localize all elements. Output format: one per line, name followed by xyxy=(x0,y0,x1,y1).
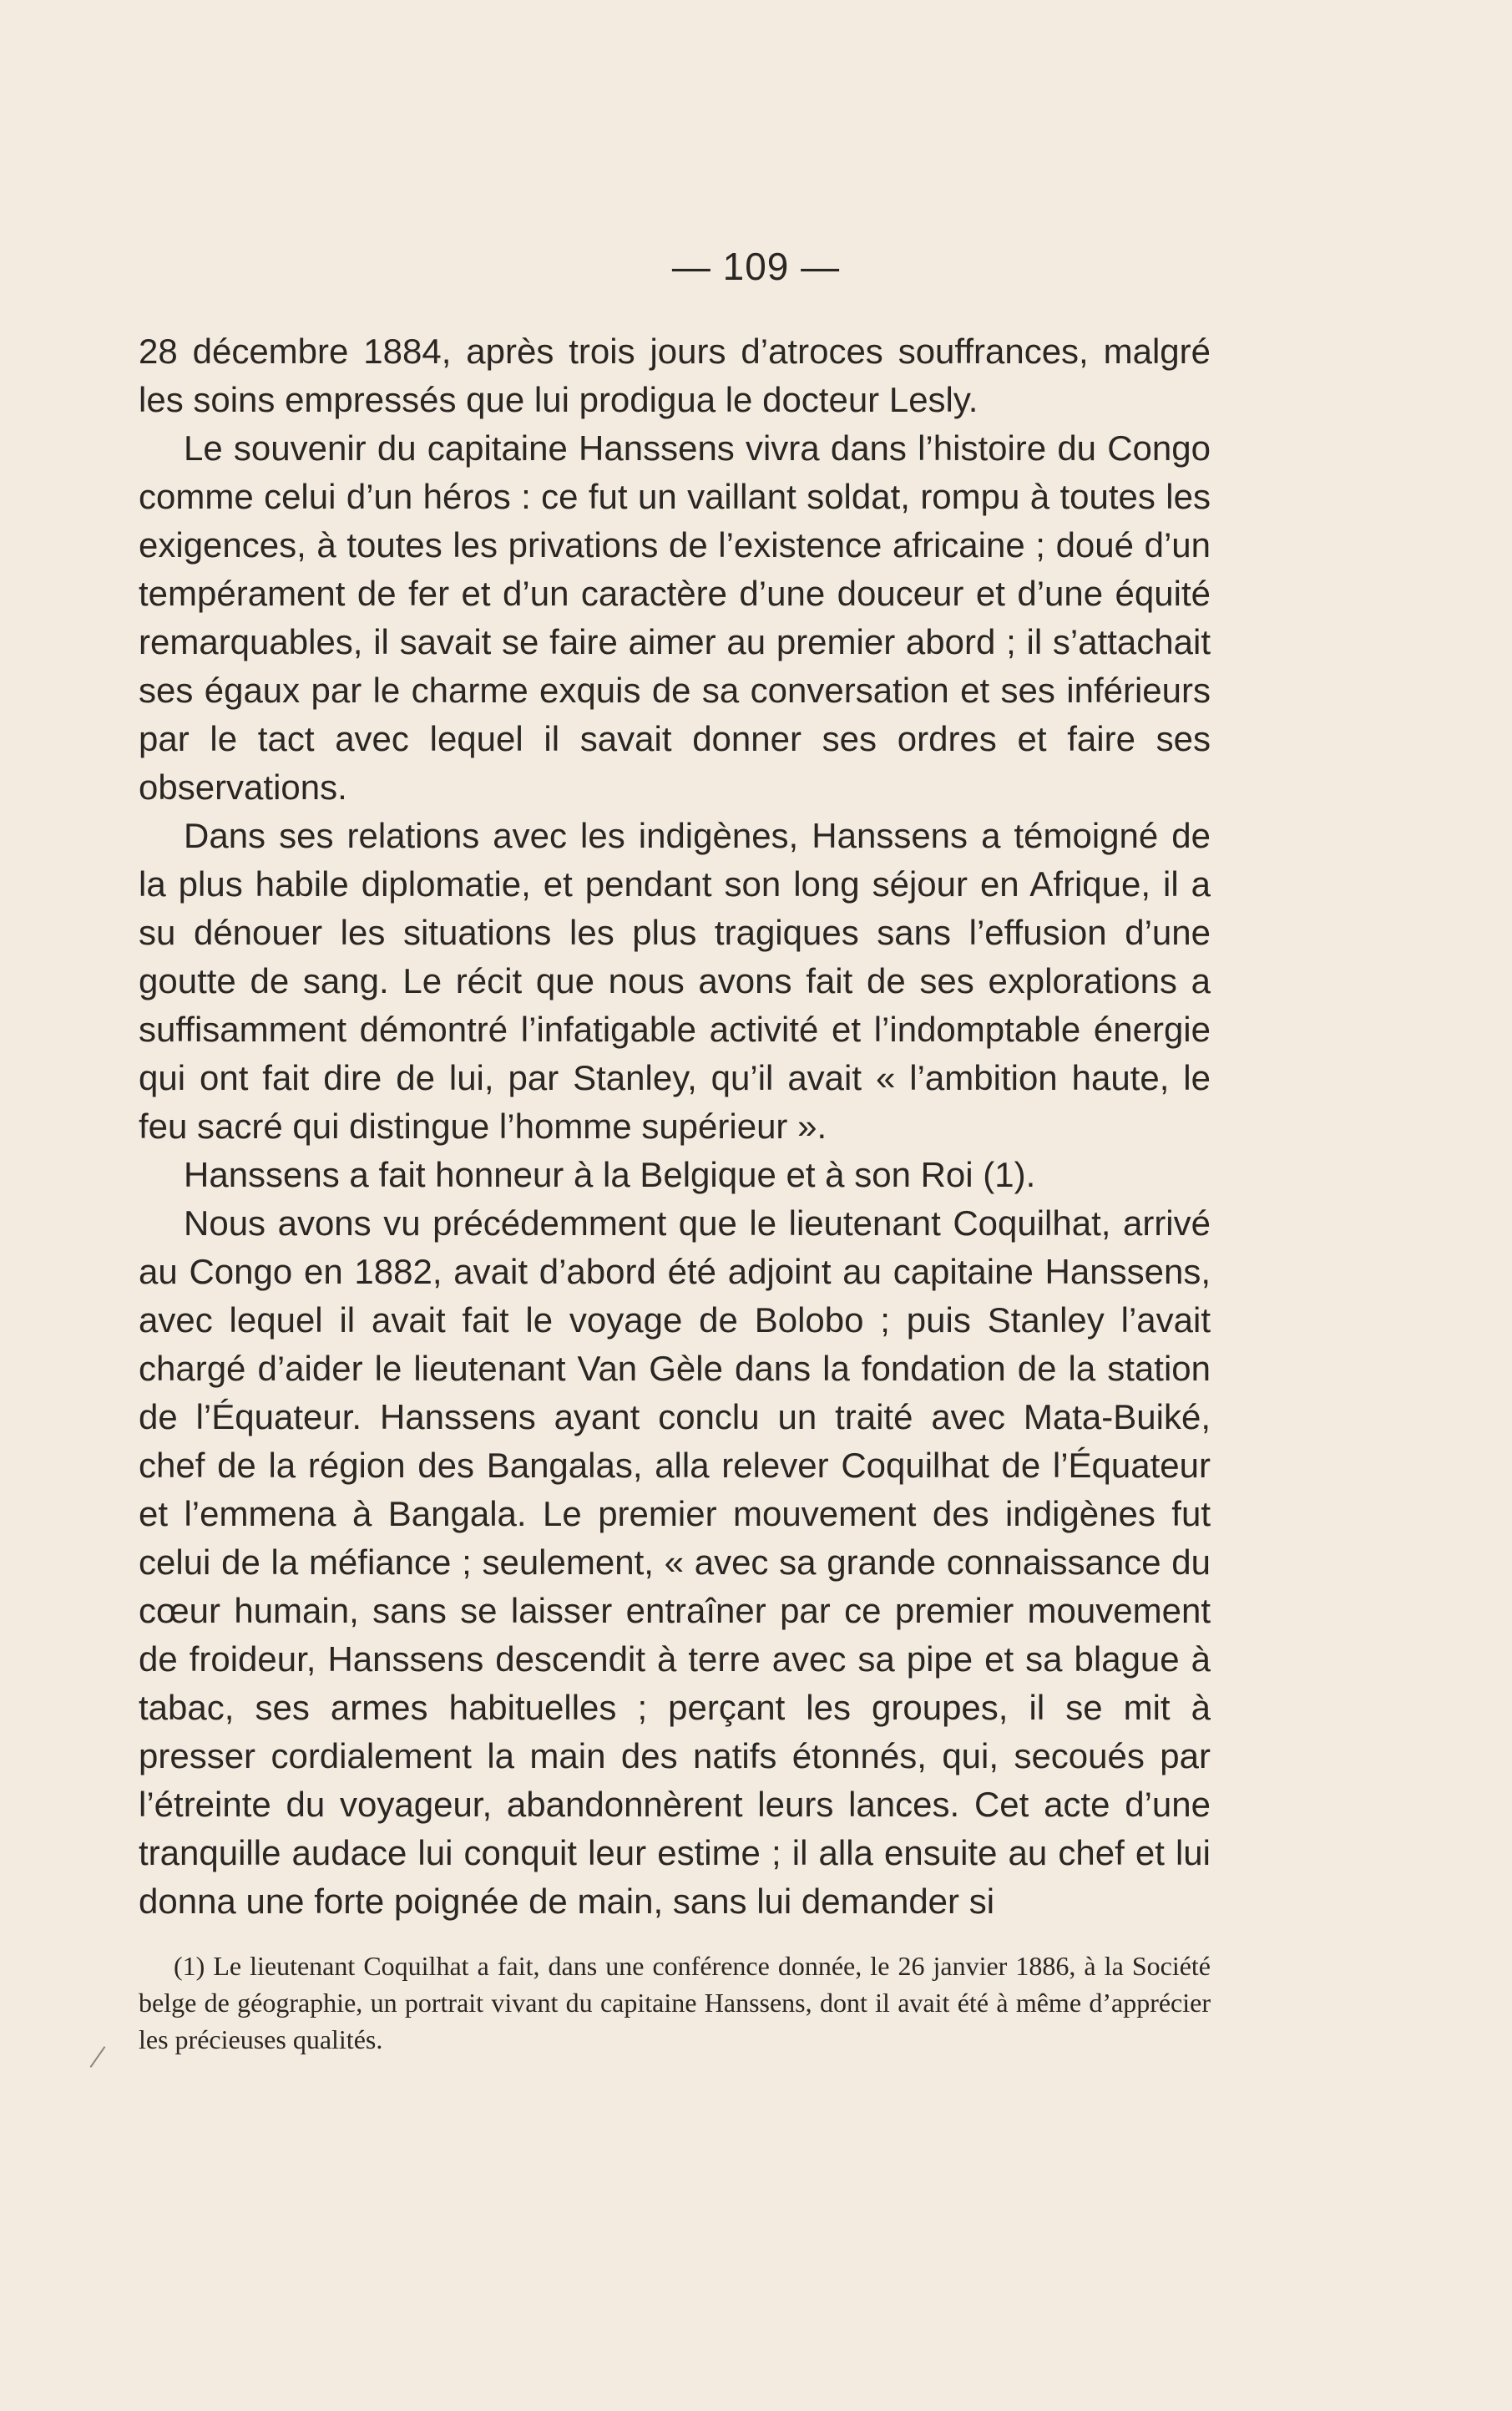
paragraph-honour: Hanssens a fait honneur à la Belgique et à son Roi (1). xyxy=(184,1155,1036,1194)
footnote-marker: (1) xyxy=(174,1951,205,1981)
body-text xyxy=(139,327,1211,1926)
paragraph-coquilhat: Nous avons vu précédemment que le lieutenant Coquilhat, arrivé au Congo en 1882, avait d’abord été adjoint au capitaine Hanssens, avec lequel il avait fait le voyage de Bolobo ; puis Stanley l’avait chargé d’aider le lieutenant Van Gèle dans la fondation de la station de l’Équateur. Hanssens ayant conclu un traité avec Mata-Buiké, chef de la région des Bangalas, alla relever Coquilhat de l’Équateur et l’emmena à Bangala. Le premier mouvement des indigènes fut celui de la méfiance ; seulement, « avec sa grande connaissance du cœur humain, sans se laisser entraîner par ce premier mouvement de froideur, Hanssens descendit à terre avec sa pipe et sa blague à tabac, ses armes habituelles ; perçant les groupes, il se mit à presser cordialement la main des natifs étonnés, qui, secoués par l’étreinte du voyageur, abandonnèrent leurs lances. Cet acte d’une tranquille audace lui conquit leur estime ; il alla ensuite au chef et lui donna une forte poignée de main, sans lui demander si xyxy=(139,1203,1211,1921)
paragraph-hanssens-memory: Le souvenir du capitaine Hanssens vivra dans l’histoire du Congo comme celui d’un héros : ce fut un vaillant soldat, rompu à toutes les exigences, à toutes les privations de l’existence africaine ; doué d’un tempérament de fer et d’un caractère d’une douceur et d’une équité remarquables, il savait se faire aimer au premier abord ; il s’attachait ses égaux par le charme exquis de sa conversation et ses inférieurs par le tact avec lequel il savait donner ses ordres et faire ses observations. xyxy=(139,428,1211,807)
footnote xyxy=(139,1948,1211,2058)
paragraph-diplomacy: Dans ses relations avec les indigènes, Hanssens a témoigné de la plus habile diplomatie, et pendant son long séjour en Afrique, il a su dénouer les situations les plus tragiques sans l’effusion d’une goutte de sang. Le récit que nous avons fait de ses explorations a suffisamment démontré l’infatigable activité et l’indomptable énergie qui ont fait dire de lui, par Stanley, qu’il avait « l’ambition haute, le feu sacré qui distingue l’homme supérieur ». xyxy=(139,816,1211,1146)
page-scratch-mark xyxy=(90,2046,106,2068)
footnote-text: Le lieutenant Coquilhat a fait, dans une conférence donnée, le 26 janvier 1886, à la Société belge de géographie, un portrait vivant du capitaine Hanssens, dont il avait été à même d’apprécier les précieuses qualités. xyxy=(139,1951,1211,2054)
page-number: — 109 — xyxy=(671,245,841,288)
paragraph-continuation: 28 décembre 1884, après trois jours d’atroces souffrances, malgré les soins empressés que lui prodigua le docteur Lesly. xyxy=(139,332,1211,419)
